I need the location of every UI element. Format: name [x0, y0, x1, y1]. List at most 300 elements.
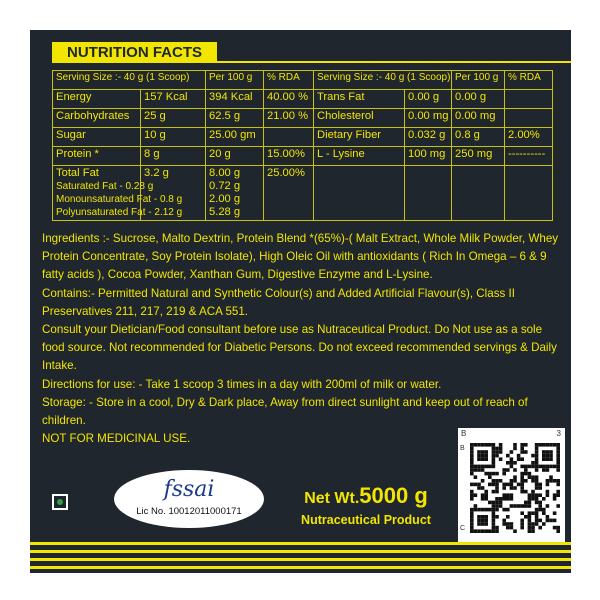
- per-100g-value: 394 Kcal: [206, 90, 264, 109]
- qr-module: [556, 465, 560, 469]
- qr-module: [549, 457, 553, 461]
- nutrient-name: Sugar: [53, 128, 141, 147]
- qr-module: [510, 486, 514, 490]
- qr-module: [546, 493, 550, 497]
- qr-module: [546, 479, 550, 483]
- contains-text: Contains:- Permitted Natural and Synthetic Colour(s) and Added Artificial Flavour(s), Class II Preservatives 211, 217, 219 & ACA 551.: [42, 286, 515, 318]
- qr-module: [488, 465, 492, 469]
- qr-module: [531, 479, 535, 483]
- qr-module: [510, 493, 514, 497]
- qr-module: [524, 450, 528, 454]
- total-fat-serving: 3.2 g: [141, 166, 206, 221]
- qr-module: [492, 522, 496, 526]
- qr-module: [506, 468, 510, 472]
- qr-module: [535, 511, 539, 515]
- qr-module: [492, 443, 496, 447]
- qr-module: [481, 515, 485, 519]
- qr-module: [520, 457, 524, 461]
- qr-module: [470, 447, 474, 451]
- qr-module: [477, 529, 481, 533]
- qr-module: [502, 493, 506, 497]
- qr-module: [520, 472, 524, 476]
- net-weight-value: 5000 g: [359, 483, 428, 508]
- qr-module: [524, 468, 528, 472]
- qr-module: [495, 497, 499, 501]
- qr-module: [495, 526, 499, 530]
- fat-row: [53, 166, 553, 221]
- qr-module: [531, 522, 535, 526]
- table-row: [53, 109, 553, 128]
- qr-module: [488, 508, 492, 512]
- qr-module: [513, 479, 517, 483]
- qr-side-labels: [460, 444, 465, 534]
- qr-module: [502, 483, 506, 487]
- qr-module: [481, 454, 485, 458]
- qr-module: [524, 490, 528, 494]
- fssai-license-number: Lic No. 10012011000171: [136, 506, 242, 517]
- qr-module: [542, 454, 546, 458]
- qr-module: [470, 450, 474, 454]
- per-100g-value: 62.5 g: [206, 109, 264, 128]
- qr-module: [477, 454, 481, 458]
- nutrient-name: Cholesterol: [314, 109, 405, 128]
- qr-module: [546, 519, 550, 523]
- qr-module: [506, 454, 510, 458]
- qr-module: [517, 504, 521, 508]
- qr-module: [477, 483, 481, 487]
- qr-module: [538, 465, 542, 469]
- qr-module: [495, 501, 499, 505]
- qr-module: [477, 468, 481, 472]
- qr-module: [495, 479, 499, 483]
- qr-module: [535, 486, 539, 490]
- qr-module: [535, 465, 539, 469]
- qr-module: [556, 479, 560, 483]
- qr-module: [492, 447, 496, 451]
- qr-module: [528, 519, 532, 523]
- nutrient-name: Dietary Fiber: [314, 128, 405, 147]
- qr-module: [542, 468, 546, 472]
- qr-module: [510, 457, 514, 461]
- qr-module: [520, 526, 524, 530]
- per-100g-value: 250 mg: [452, 147, 505, 166]
- fssai-logo: fssai: [163, 477, 215, 502]
- qr-module: [506, 508, 510, 512]
- qr-module: [520, 504, 524, 508]
- qr-module: [484, 493, 488, 497]
- qr-module: [528, 529, 532, 533]
- qr-module: [484, 515, 488, 519]
- qr-module: [546, 515, 550, 519]
- qr-module: [553, 479, 557, 483]
- qr-module: [470, 443, 474, 447]
- qr-module: [535, 454, 539, 458]
- qr-module: [528, 522, 532, 526]
- saturated-fat-per-100g: 0.72 g: [209, 180, 241, 192]
- qr-module: [556, 526, 560, 530]
- qr-module: [556, 504, 560, 508]
- qr-module: [520, 479, 524, 483]
- qr-module: [542, 522, 546, 526]
- qr-pattern: [470, 438, 560, 538]
- qr-module: [492, 483, 496, 487]
- qr-module: [495, 486, 499, 490]
- qr-module: [470, 493, 474, 497]
- qr-module: [553, 519, 557, 523]
- qr-module: [549, 479, 553, 483]
- qr-module: [528, 465, 532, 469]
- qr-module: [513, 504, 517, 508]
- qr-corner-right: 3: [556, 429, 561, 438]
- qr-module: [470, 454, 474, 458]
- fssai-badge: [114, 470, 264, 528]
- empty-cell: [505, 166, 553, 221]
- qr-module: [520, 483, 524, 487]
- qr-module: [502, 522, 506, 526]
- qr-module: [556, 450, 560, 454]
- qr-module: [510, 450, 514, 454]
- qr-module: [528, 504, 532, 508]
- qr-module: [531, 490, 535, 494]
- qr-module: [538, 501, 542, 505]
- qr-module: [495, 483, 499, 487]
- qr-module: [492, 461, 496, 465]
- qr-module: [513, 486, 517, 490]
- qr-module: [513, 468, 517, 472]
- qr-module: [484, 522, 488, 526]
- nutrition-facts-title: NUTRITION FACTS: [52, 42, 217, 63]
- qr-module: [538, 526, 542, 530]
- qr-module: [531, 529, 535, 533]
- qr-module: [538, 483, 542, 487]
- qr-module: [535, 443, 539, 447]
- qr-module: [495, 454, 499, 458]
- polyunsaturated-fat-label: Polyunsaturated Fat - 2.12 g: [56, 207, 183, 218]
- qr-module: [488, 501, 492, 505]
- qr-module: [474, 504, 478, 508]
- qr-module: [492, 450, 496, 454]
- rda-value: [505, 90, 553, 109]
- qr-module: [481, 479, 485, 483]
- qr-module: [520, 486, 524, 490]
- total-fat-label: Total Fat: [56, 167, 99, 179]
- qr-module: [520, 490, 524, 494]
- qr-module: [542, 443, 546, 447]
- qr-module: [553, 465, 557, 469]
- qr-module: [520, 511, 524, 515]
- qr-module: [481, 457, 485, 461]
- qr-module: [538, 493, 542, 497]
- serving-size-header: Serving Size :- 40 g (1 Scoop): [53, 71, 206, 90]
- qr-module: [492, 504, 496, 508]
- rda-header: % RDA: [264, 71, 314, 90]
- qr-module: [499, 450, 503, 454]
- qr-module: [510, 465, 514, 469]
- qr-corner-left: B: [461, 429, 467, 438]
- qr-module: [553, 493, 557, 497]
- stripe: [30, 566, 571, 569]
- qr-module: [488, 483, 492, 487]
- qr-module: [531, 454, 535, 458]
- qr-module: [546, 457, 550, 461]
- qr-module: [546, 468, 550, 472]
- serving-value: 100 mg: [405, 147, 452, 166]
- qr-module: [484, 454, 488, 458]
- qr-module: [481, 529, 485, 533]
- qr-module: [470, 468, 474, 472]
- qr-module: [517, 483, 521, 487]
- qr-module: [524, 479, 528, 483]
- qr-module: [538, 443, 542, 447]
- qr-module: [481, 519, 485, 523]
- qr-module: [531, 511, 535, 515]
- qr-module: [549, 519, 553, 523]
- rda-value: [505, 109, 553, 128]
- serving-value: 0.00 mg: [405, 109, 452, 128]
- qr-module: [492, 508, 496, 512]
- qr-module: [474, 483, 478, 487]
- qr-module: [502, 486, 506, 490]
- qr-module: [546, 465, 550, 469]
- qr-module: [488, 443, 492, 447]
- directions-text: Directions for use: - Take 1 scoop 3 times in a day with 200ml of milk or water.: [42, 377, 442, 391]
- total-fat-per-100g: 8.00 g: [209, 167, 241, 179]
- qr-module: [531, 497, 535, 501]
- qr-module: [546, 454, 550, 458]
- qr-module: [556, 468, 560, 472]
- qr-module: [546, 450, 550, 454]
- qr-module: [495, 504, 499, 508]
- serving-value: 0.00 g: [405, 90, 452, 109]
- qr-module: [538, 519, 542, 523]
- qr-module: [553, 511, 557, 515]
- rda-value: 15.00%: [264, 147, 314, 166]
- qr-module: [484, 508, 488, 512]
- qr-module: [492, 490, 496, 494]
- qr-module: [510, 504, 514, 508]
- qr-module: [524, 504, 528, 508]
- qr-module: [495, 508, 499, 512]
- vegetarian-mark-icon: [52, 494, 68, 510]
- qr-module: [470, 522, 474, 526]
- qr-module: [513, 461, 517, 465]
- qr-module: [488, 529, 492, 533]
- qr-module: [535, 450, 539, 454]
- rda-value: 21.00 %: [264, 109, 314, 128]
- qr-module: [513, 447, 517, 451]
- stripe: [30, 542, 571, 545]
- qr-module: [535, 483, 539, 487]
- qr-module: [492, 529, 496, 533]
- fat-per-100g: [206, 166, 264, 221]
- qr-module: [470, 526, 474, 530]
- qr-module: [499, 443, 503, 447]
- table-row: [53, 90, 553, 109]
- qr-module: [484, 490, 488, 494]
- label-panel: [30, 30, 571, 573]
- qr-code: [458, 428, 565, 544]
- qr-module: [528, 526, 532, 530]
- qr-module: [484, 443, 488, 447]
- nutrient-name: Protein *: [53, 147, 141, 166]
- table-row: [53, 147, 553, 166]
- qr-module: [546, 443, 550, 447]
- per-100g-value: 0.00 mg: [452, 109, 505, 128]
- qr-module: [470, 457, 474, 461]
- qr-module: [492, 472, 496, 476]
- qr-module: [535, 515, 539, 519]
- qr-module: [474, 475, 478, 479]
- qr-module: [513, 443, 517, 447]
- qr-module: [492, 454, 496, 458]
- table-header-row: [53, 71, 553, 90]
- qr-module: [556, 490, 560, 494]
- qr-module: [477, 450, 481, 454]
- qr-module: [499, 479, 503, 483]
- qr-module: [535, 457, 539, 461]
- qr-module: [484, 497, 488, 501]
- per-100g-header-right: Per 100 g: [452, 71, 505, 90]
- qr-module: [510, 461, 514, 465]
- serving-value: 10 g: [141, 128, 206, 147]
- qr-module: [477, 465, 481, 469]
- qr-module: [520, 447, 524, 451]
- qr-module: [524, 515, 528, 519]
- qr-module: [535, 501, 539, 505]
- qr-module: [481, 497, 485, 501]
- qr-module: [549, 450, 553, 454]
- nutrient-name: Carbohydrates: [53, 109, 141, 128]
- qr-module: [520, 450, 524, 454]
- vegetarian-dot: [57, 499, 63, 505]
- empty-cell: [405, 166, 452, 221]
- qr-module: [474, 465, 478, 469]
- qr-module: [549, 475, 553, 479]
- stripe: [30, 550, 571, 553]
- qr-module: [481, 468, 485, 472]
- serving-size-header-right: Serving Size :- 40 g (1 Scoop): [314, 71, 452, 90]
- monounsaturated-fat-label: Monounsaturated Fat - 0.8 g: [56, 194, 183, 205]
- qr-module: [470, 508, 474, 512]
- qr-module: [546, 504, 550, 508]
- qr-module: [481, 493, 485, 497]
- qr-module: [492, 519, 496, 523]
- qr-module: [531, 493, 535, 497]
- qr-module: [470, 515, 474, 519]
- qr-module: [556, 483, 560, 487]
- qr-module: [556, 461, 560, 465]
- qr-module: [549, 454, 553, 458]
- qr-module: [470, 511, 474, 515]
- not-medicinal-text: NOT FOR MEDICINAL USE.: [42, 432, 191, 446]
- qr-corner-labels: [461, 429, 561, 438]
- qr-module: [484, 457, 488, 461]
- qr-module: [477, 508, 481, 512]
- qr-module: [492, 501, 496, 505]
- nutrition-table: [52, 70, 553, 221]
- qr-module: [520, 519, 524, 523]
- qr-module: [481, 450, 485, 454]
- empty-cell: [314, 166, 405, 221]
- qr-module: [492, 515, 496, 519]
- stripe: [30, 558, 571, 561]
- qr-module: [470, 519, 474, 523]
- qr-module: [535, 479, 539, 483]
- per-100g-value: 25.00 gm: [206, 128, 264, 147]
- qr-module: [528, 501, 532, 505]
- per-100g-value: 0.8 g: [452, 128, 505, 147]
- qr-module: [535, 461, 539, 465]
- qr-module: [542, 497, 546, 501]
- nutrient-name: Energy: [53, 90, 141, 109]
- qr-module: [477, 522, 481, 526]
- per-100g-value: 20 g: [206, 147, 264, 166]
- qr-module: [535, 468, 539, 472]
- rda-value: [264, 128, 314, 147]
- serving-value: 0.032 g: [405, 128, 452, 147]
- qr-module: [484, 529, 488, 533]
- qr-module: [520, 465, 524, 469]
- qr-module: [499, 457, 503, 461]
- qr-module: [474, 529, 478, 533]
- qr-module: [546, 483, 550, 487]
- qr-module: [549, 443, 553, 447]
- qr-module: [484, 465, 488, 469]
- product-type: Nutraceutical Product: [301, 513, 431, 527]
- qr-module: [481, 522, 485, 526]
- qr-module: [506, 526, 510, 530]
- qr-module: [531, 465, 535, 469]
- serving-value: 25 g: [141, 109, 206, 128]
- qr-module: [556, 454, 560, 458]
- qr-module: [477, 443, 481, 447]
- qr-module: [556, 529, 560, 533]
- qr-module: [510, 522, 514, 526]
- qr-module: [506, 461, 510, 465]
- qr-module: [520, 443, 524, 447]
- qr-module: [502, 508, 506, 512]
- qr-module: [535, 497, 539, 501]
- per-100g-value: 0.00 g: [452, 90, 505, 109]
- qr-module: [531, 526, 535, 530]
- qr-module: [506, 493, 510, 497]
- qr-module: [492, 457, 496, 461]
- nutrient-name: L - Lysine: [314, 147, 405, 166]
- qr-module: [538, 486, 542, 490]
- per-100g-header: Per 100 g: [206, 71, 264, 90]
- bottom-stripes: [30, 542, 571, 574]
- qr-side-letter: B: [460, 445, 465, 452]
- label-text: [42, 230, 560, 448]
- monounsaturated-fat-per-100g: 2.00 g: [209, 193, 241, 205]
- qr-module: [495, 529, 499, 533]
- qr-module: [524, 501, 528, 505]
- qr-module: [488, 472, 492, 476]
- qr-module: [470, 490, 474, 494]
- qr-module: [556, 443, 560, 447]
- qr-module: [502, 497, 506, 501]
- qr-module: [553, 443, 557, 447]
- serving-value: 8 g: [141, 147, 206, 166]
- qr-module: [524, 443, 528, 447]
- qr-module: [542, 465, 546, 469]
- qr-module: [470, 472, 474, 476]
- qr-module: [538, 508, 542, 512]
- qr-module: [553, 526, 557, 530]
- qr-module: [492, 465, 496, 469]
- qr-module: [481, 465, 485, 469]
- table-row: [53, 128, 553, 147]
